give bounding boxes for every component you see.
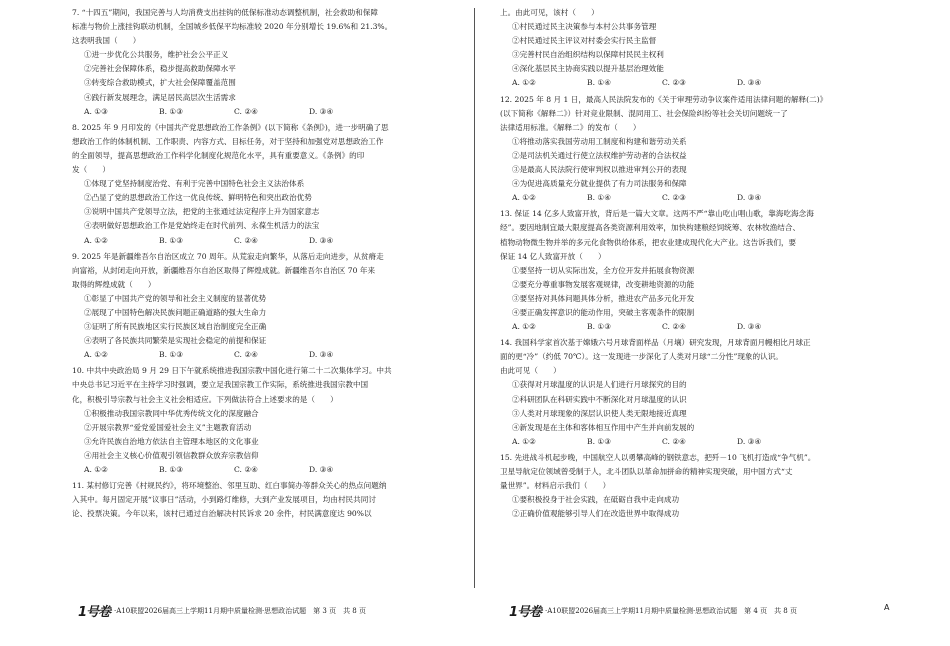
question-option: ①村民通过民主决策参与本村公共事务管理 [512, 22, 657, 32]
answer-choice: B. ①③ [587, 322, 612, 332]
question-block [72, 121, 462, 248]
question-option: ②正确价值观能够引导人们在改造世界中取得成功 [512, 509, 680, 519]
question-stem-line: (以下简称《解释二》）针对竞业限制、混同用工、社会保险纠纷等社会关切问题统一了 [500, 108, 788, 118]
question-option: ①要积极投身于社会实践，在砥砺自我中走向成功 [512, 495, 680, 505]
answer-choice: B. ①④ [587, 193, 612, 203]
question-option: ①彰显了中国共产党的领导和社会主义制度的显著优势 [84, 293, 267, 303]
question-block [500, 451, 890, 521]
question-option: ③人类对月球现象的深层认识使人类无限地接近真理 [512, 408, 687, 418]
answer-choice: C. ②④ [662, 436, 686, 446]
question-stem-line: 标准与物价上涨挂钩联动机制，全国城乡低保平均标准较 2020 年分别增长 19.6%和 21.3%。 [72, 22, 393, 32]
answer-choices [72, 348, 462, 362]
question-option: ④践行新发展理念，满足居民高层次生活需求 [84, 92, 236, 102]
right-page-footer [509, 601, 797, 620]
right-footer-text: ·A10联盟2026届高三上学期11月期中质量检测·思想政治试题 第 4 页 共 8 页 [545, 606, 797, 615]
question-option: ①体现了党坚持制度治党、有利于完善中国特色社会主义法治体系 [84, 179, 305, 189]
question-stem-line: 15. 先进战斗机起步晚，中国航空人以勇攀高峰的钢铁意志，把歼－10 飞机打造成“争气机”。 [500, 452, 816, 462]
question-option: ②开展宗教界“爱党爱国爱社会主义”主题教育活动 [84, 422, 252, 432]
question-option: ②展现了中国特色解决民族问题正确道路的强大生命力 [84, 307, 267, 317]
question-stem-line: 卫星导航定位领域曾受制于人，北斗团队以革命加拼命的精神实现突破，用中国方式“丈 [500, 467, 793, 476]
question-option: ④新发现是在主体和客体相互作用中产生并向前发展的 [512, 422, 695, 432]
question-option: ②村民通过民主评议对村委会实行民主监督 [512, 36, 657, 46]
answer-choice: D. ③④ [737, 436, 762, 446]
answer-choices [500, 76, 890, 90]
question-option: ④表明了各民族共同繁荣是实现社会稳定的前提和保证 [84, 336, 267, 346]
answer-choice: B. ①③ [159, 106, 184, 116]
answer-choice: D. ③④ [737, 193, 762, 203]
answer-choice: A. ①③ [84, 106, 108, 116]
question-stem-line: 14. 我国科学家首次基于嫦娥六号月球背面样品（月壤）研究发现，月球背面月幔相比月球正 [500, 338, 811, 348]
answer-choice: C. ②④ [662, 322, 686, 332]
question-option: ②是司法机关通过行使立法权维护劳动者的合法权益 [512, 150, 687, 160]
answer-choice: C. ②④ [234, 350, 258, 360]
exam-logo: 1号卷 [509, 605, 542, 620]
answer-choice: D. ③④ [737, 78, 762, 88]
question-stem-line: 上。由此可见，该村（ ） [500, 8, 599, 17]
question-option: ①积极推动我国宗教同中华优秀传统文化的深度融合 [84, 408, 259, 418]
question-stem-line: 9. 2025 年是新疆维吾尔自治区成立 70 周年。从荒寂走向繁华，从落后走向进步，从贫瘠走 [72, 251, 384, 261]
question-stem-line: 植物动物微生物并举的多元化食物供给体系，把农业建成现代化大产业。这告诉我们，要 [500, 237, 797, 247]
answer-choice: C. ②④ [234, 465, 258, 474]
answer-choice: A. ①② [84, 235, 108, 245]
question-option: ④为促进高质量充分就业提供了有力司法服务和保障 [512, 179, 687, 189]
answer-choice: C. ②③ [662, 78, 686, 88]
question-stem-line: 面的更“冷”（约低 70℃）。这一发现进一步深化了人类对月球“二分性”现象的认识。 [500, 352, 783, 362]
answer-choice: A. ①② [84, 350, 108, 360]
answer-choices [500, 435, 890, 449]
question-block [500, 93, 890, 206]
page-divider [474, 8, 475, 588]
question-block [500, 207, 890, 334]
exam-logo: 1号卷 [78, 605, 111, 620]
left-footer-text: ·A10联盟2026届高三上学期11月期中质量检测·思想政治试题 第 3 页 共 8 页 [114, 606, 366, 615]
left-page-footer [78, 601, 366, 620]
question-stem-line: 13. 保证 14 亿多人致富开放，背后是一篇大文章。这两不严“靠山吃山唱山歌，靠海吃海念海 [500, 209, 814, 219]
question-stem-line: 发（ ） [72, 165, 110, 175]
question-option: ④要正确发挥意识的能动作用，突破主客观条件的限制 [512, 307, 695, 317]
answer-choice: C. ②③ [662, 193, 686, 203]
question-stem-line: 论、投票决策。今年以来，该村已通过自治解决村民诉求 20 余件，村民满意度达 90%以 [72, 509, 372, 519]
answer-choices [72, 105, 462, 119]
answer-choice: D. ③④ [737, 322, 762, 332]
question-block [72, 364, 462, 477]
corner-mark: A [884, 603, 890, 612]
question-option: ②要充分尊重事物发展客观规律，改变耕地资源的功能 [512, 279, 695, 289]
question-option: ④深化基层民主协商实践以提升基层治理效能 [512, 64, 664, 74]
answer-choices [500, 320, 890, 334]
left-page-column [72, 6, 462, 523]
answer-choice: C. ②④ [234, 106, 258, 116]
answer-choice: D. ③④ [309, 350, 334, 360]
question-stem-line: 取得的辉煌成就（ ） [72, 279, 156, 289]
answer-choice: A. ①② [84, 465, 108, 474]
question-block [72, 479, 462, 521]
question-stem-line: 由此可见（ ） [500, 366, 561, 376]
question-block [72, 6, 462, 119]
question-option: ③允许民族自治地方依法自主管理本地区的文化事业 [84, 436, 259, 446]
question-option: ②凸显了党的思想政治工作这一优良传统、鲜明特色和突出政治优势 [84, 193, 312, 203]
question-stem-line: 入其中。每月固定开展“议事日”活动，小到路灯维修，大到产业发展项目，均由村民共同讨 [72, 495, 376, 505]
question-option: ③是最高人民法院行使审判权以推进审判公开的表现 [512, 165, 687, 175]
answer-choices [500, 191, 890, 205]
question-option: ①进一步优化公共服务，维护社会公平正义 [84, 50, 229, 60]
answer-choice: A. ①② [512, 193, 536, 203]
question-option: ③要坚持对具体问题具体分析，推进农产品多元化开发 [512, 293, 695, 303]
answer-choice: B. ①③ [587, 436, 612, 446]
answer-choice: B. ①③ [159, 235, 184, 245]
answer-choice: D. ③④ [309, 235, 334, 245]
question-stem-line: 保证 14 亿人致富开放（ ） [500, 251, 606, 261]
question-gap [500, 521, 890, 523]
question-block [72, 250, 462, 363]
answer-choice: B. ①③ [159, 350, 184, 360]
answer-choice: C. ②④ [234, 235, 258, 245]
question-stem-line: 12. 2025 年 8 月 1 日，最高人民法院发布的《关于审理劳动争议案件适用法律问题的解释(二)》 [500, 94, 828, 104]
question-option: ③说明中国共产党领导立法，把党的主张通过法定程序上升为国家意志 [84, 207, 320, 217]
question-option: ②完善社会保障体系，稳步提高救助保障水平 [84, 64, 236, 74]
question-stem-line: 经”。要因地制宜最大限度提高各类资源利用效率，加快构建粮经饲统筹、农林牧渔结合、 [500, 223, 801, 233]
answer-choices [72, 463, 462, 477]
question-stem-line: 想政治工作的体制机制、工作职责、内容方式、目标任务，对于坚持和加强党对思想政治工作 [72, 136, 384, 146]
question-stem-line: 8. 2025 年 9 月印发的《中国共产党思想政治工作条例》(以下简称《条例》)，进一步明确了思 [72, 122, 389, 132]
question-stem-line: 7. “十四五”期间，我国完善与人均消费支出挂钩的低保标准动态调整机制，社会救助和保障 [72, 8, 378, 17]
question-option: ③证明了所有民族地区实行民族区域自治制度完全正确 [84, 322, 267, 332]
question-stem-line: 11. 某村修订完善《村规民约》，将环境整治、邻里互助、红白事简办等群众关心的热点问题纳 [72, 481, 387, 491]
question-stem-line: 这表明我国（ ） [72, 36, 141, 46]
question-option: ③完善村民自治组织结构以保障村民民主权利 [512, 50, 664, 60]
question-stem-line: 中央总书记习近平在主持学习时强调，要立足我国宗教工作实际，系统推进我国宗教中国 [72, 380, 369, 390]
question-option: ③转变综合救助模式，扩大社会保障覆盖范围 [84, 78, 236, 88]
answer-choice: A. ①② [512, 78, 536, 88]
answer-choice: D. ③④ [309, 106, 334, 116]
question-option: ①获得对月球温度的认识是人们进行月球探究的目的 [512, 380, 687, 390]
question-stem-line: 法律适用标准。《解释二》的发布（ ） [500, 122, 641, 132]
right-page-column [500, 6, 890, 523]
answer-choice: B. ①④ [587, 78, 612, 88]
question-stem-line: 量世界”。材料启示我们（ ） [500, 481, 611, 491]
question-option: ①要坚持一切从实际出发，全方位开发并拓展食物资源 [512, 265, 695, 275]
question-option: ①将推动落实我国劳动用工制度和构建和谐劳动关系 [512, 136, 687, 146]
answer-choice: A. ①② [512, 436, 536, 446]
question-stem-line: 向富裕，从封闭走向开放，新疆维吾尔自治区取得了辉煌成就。新疆维吾尔自治区 70 年来 [72, 265, 376, 275]
answer-choice: A. ①② [512, 322, 536, 332]
answer-choice: B. ①③ [159, 465, 184, 474]
question-stem-line: 10. 中共中央政治局 9 月 29 日下午就系统推进我国宗教中国化进行第二十二次集体学习。中共 [72, 366, 392, 376]
question-stem-line: 的全面领导，提高思想政治工作科学化制度化规范化水平，具有重要意义。《条例》的印 [72, 150, 365, 160]
answer-choice: D. ③④ [309, 465, 334, 474]
question-option: ②科研团队在科研实践中不断深化对月球温度的认识 [512, 394, 687, 404]
question-block [500, 336, 890, 449]
answer-choices [72, 234, 462, 248]
question-option: ④用社会主义核心价值观引领信教群众放弃宗教信仰 [84, 450, 259, 460]
question-block [500, 6, 890, 91]
question-stem-line: 化，积极引导宗教与社会主义社会相适应。下列做法符合上述要求的是（ ） [72, 394, 338, 404]
question-option: ④表明做好思想政治工作是党始终走在时代前列、永葆生机活力的法宝 [84, 221, 320, 231]
question-gap [72, 521, 462, 523]
